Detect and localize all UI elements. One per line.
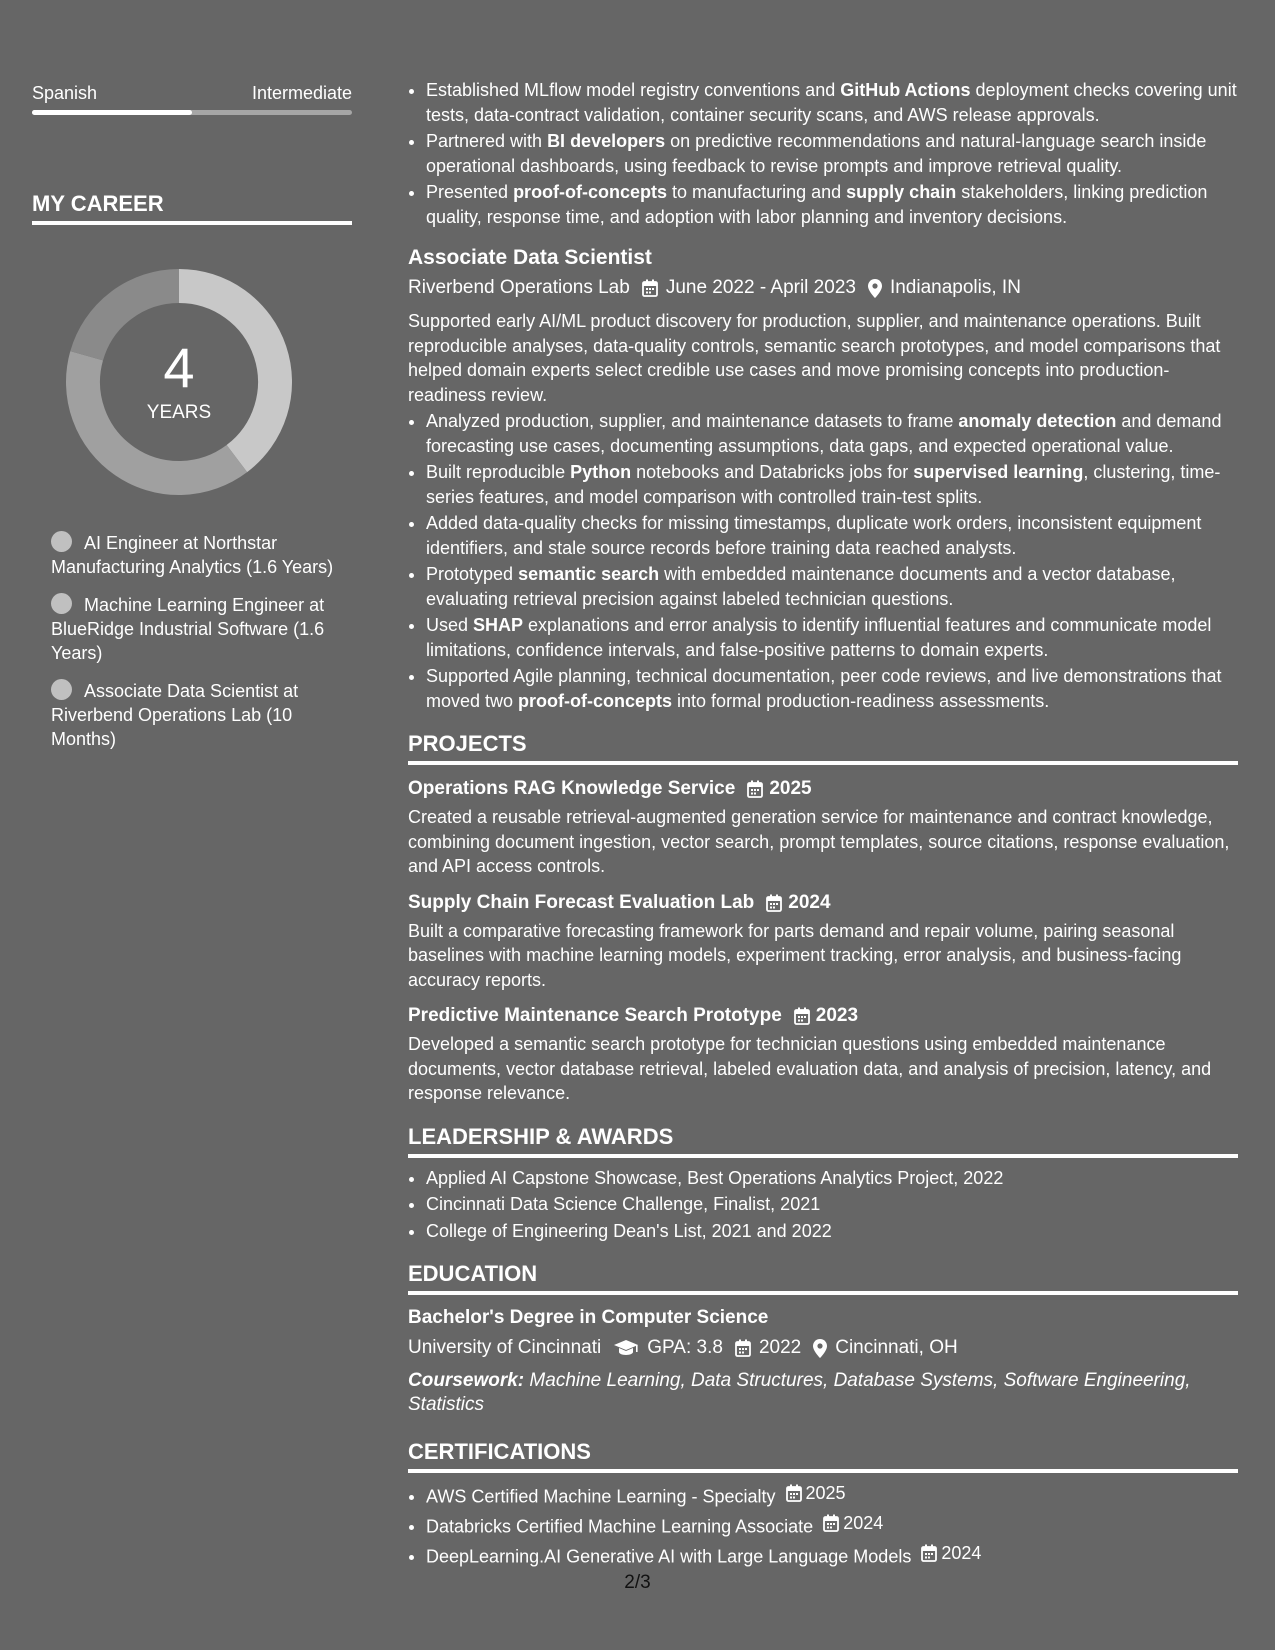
language-proficiency-bar <box>32 110 352 115</box>
project-item <box>408 889 1238 993</box>
main-content <box>408 78 1238 1570</box>
project-year: 2024 <box>788 891 831 913</box>
education-location: Cincinnati, OH <box>835 1337 958 1358</box>
calendar-icon <box>642 279 658 297</box>
project-year: 2023 <box>815 1005 859 1026</box>
bullet-item: • Established MLflow model registry conventions and GitHub Actions deployment checks covering unit tests, data-contract validation, container security scans, and AWS release approvals. <box>426 78 1238 127</box>
calendar-icon <box>735 1339 751 1357</box>
location-pin-icon <box>813 1339 827 1358</box>
language-row <box>32 78 352 108</box>
legend-label: AI Engineer at Northstar Manufacturing Analytics (1.6 Years) <box>51 533 334 577</box>
project-description: Developed a semantic search prototype for technician questions using embedded maintenance documents, vector database retrieval, labeled evaluation data, and analysis of precision, latency, and response relevance. <box>408 1034 1212 1103</box>
award-item: • Applied AI Capstone Showcase, Best Operations Analytics Project, 2022 <box>426 1166 1238 1191</box>
bullet-item: • Built reproducible Python notebooks and Databricks jobs for supervised learning, clustering, time-series features, and model comparison with controlled train-test splits. <box>426 460 1238 509</box>
certification-name: DeepLearning.AI Generative AI with Large Language Models <box>426 1545 912 1566</box>
bullet-item: • Prototyped semantic search with embedded maintenance documents and a vector database, evaluating retrieval precision against labeled technician questions. <box>426 562 1238 611</box>
graduation-year: 2022 <box>758 1337 802 1358</box>
gpa: GPA: 3.8 <box>647 1337 723 1358</box>
bullet-item: • Analyzed production, supplier, and maintenance datasets to frame anomaly detection and demand forecasting use cases, documenting assumptions, data gaps, and expected operational value. <box>426 409 1238 458</box>
job-title: Associate Data Scientist <box>408 246 652 269</box>
coursework <box>408 1369 1238 1417</box>
coursework-label: Coursework: <box>408 1370 525 1391</box>
legend-item <box>51 593 352 665</box>
degree-title: Bachelor's Degree in Computer Science <box>408 1307 769 1328</box>
certification-item <box>426 1481 1238 1509</box>
certifications-section-title: CERTIFICATIONS <box>408 1437 1238 1473</box>
donut-center <box>66 269 292 495</box>
school-name: University of Cincinnati <box>408 1337 602 1358</box>
calendar-icon <box>786 1484 802 1502</box>
project-item <box>408 775 1238 879</box>
legend-label: Associate Data Scientist at Riverbend Operations Lab (10 Months) <box>51 681 299 749</box>
calendar-icon <box>921 1544 937 1562</box>
awards-list <box>408 1166 1238 1244</box>
project-name: Supply Chain Forecast Evaluation Lab <box>408 891 755 913</box>
career-section-title: MY CAREER <box>32 191 352 225</box>
calendar-icon <box>766 894 782 912</box>
bullet-item: • Partnered with BI developers on predictive recommendations and natural-language search inside operational dashboards, using feedback to revise prompts and improve retrieval quality. <box>426 129 1238 178</box>
coursework-list: Machine Learning, Data Structures, Database Systems, Software Engineering, Statistics <box>408 1370 1191 1415</box>
certification-year: 2025 <box>805 1483 846 1503</box>
sidebar <box>32 78 352 765</box>
legend-dot <box>51 593 72 614</box>
bullet-item: • Presented proof-of-concepts to manufacturing and supply chain stakeholders, linking prediction quality, response time, and adoption with labor planning and inventory decisions. <box>426 180 1238 229</box>
job-bullets <box>408 409 1238 713</box>
legend-item <box>51 679 352 751</box>
job-location: Indianapolis, IN <box>889 277 1021 298</box>
legend-dot <box>51 679 72 700</box>
legend-label: Machine Learning Engineer at BlueRidge Industrial Software (1.6 Years) <box>51 595 325 663</box>
career-donut-chart <box>66 269 292 495</box>
language-level: Intermediate <box>251 83 352 103</box>
bullet-item: • Supported Agile planning, technical documentation, peer code reviews, and live demonstrations that moved two proof-of-concepts into formal production-readiness assessments. <box>426 664 1238 713</box>
page-number: 2/3 <box>624 1572 651 1593</box>
certification-item <box>426 1511 1238 1539</box>
bullet-item: • Used SHAP explanations and error analysis to identify influential features and communicate model limitations, confidence intervals, and false-positive patterns to domain experts. <box>426 613 1238 662</box>
project-description: Built a comparative forecasting framework for parts demand and repair volume, pairing seasonal baselines with machine learning models, experiment tracking, error analysis, and business-facing accuracy reports. <box>408 920 1182 990</box>
certification-name: Databricks Certified Machine Learning Associate <box>426 1516 814 1536</box>
award-item: • Cincinnati Data Science Challenge, Finalist, 2021 <box>426 1192 1238 1217</box>
certification-year: 2024 <box>843 1512 884 1533</box>
certifications-list <box>408 1481 1238 1568</box>
legend-item <box>51 531 352 579</box>
projects-section-title: PROJECTS <box>408 729 1238 765</box>
education-meta <box>408 1333 1238 1363</box>
project-name: Operations RAG Knowledge Service <box>408 778 736 799</box>
certification-name: AWS Certified Machine Learning - Specialty <box>426 1486 776 1507</box>
donut-unit-label: YEARS <box>146 402 212 423</box>
bullet-item: • Added data-quality checks for missing timestamps, duplicate work orders, inconsistent equipment identifiers, and stale source records before training data reached analysts. <box>426 511 1238 560</box>
career-legend <box>32 531 352 751</box>
donut-total-years: 4 <box>163 336 195 399</box>
graduation-cap-icon <box>613 1339 639 1357</box>
language-proficiency-fill <box>32 110 192 115</box>
language-name: Spanish <box>32 83 98 103</box>
project-item <box>408 1002 1238 1106</box>
project-title <box>408 889 1238 917</box>
calendar-icon <box>823 1514 839 1532</box>
legend-dot <box>51 531 72 552</box>
project-description: Created a reusable retrieval-augmented generation service for maintenance and contract knowledge, combining document ingestion, vector search, prompt templates, source citations, response evaluation, and API access controls. <box>408 807 1230 876</box>
calendar-icon <box>794 1007 810 1025</box>
certification-year: 2024 <box>941 1542 982 1563</box>
project-title <box>408 1002 1238 1030</box>
previous-job-bullets <box>408 78 1238 229</box>
certification-item <box>426 1541 1238 1569</box>
calendar-icon <box>747 780 763 798</box>
project-title <box>408 775 1238 803</box>
job-description: Supported early AI/ML product discovery for production, supplier, and maintenance operations. Built reproducible analyses, data-quality controls, semantic search prototypes, and model comparisons that helped domain experts select credible use cases and move promising concepts into production-readiness review. <box>408 311 1221 405</box>
location-pin-icon <box>868 279 882 298</box>
job-dates: June 2022 - April 2023 <box>665 277 856 298</box>
award-item: • College of Engineering Dean's List, 2021 and 2022 <box>426 1219 1238 1244</box>
job-company: Riverbend Operations Lab <box>408 277 630 298</box>
project-year: 2025 <box>769 778 812 799</box>
awards-section-title: LEADERSHIP & AWARDS <box>408 1122 1238 1158</box>
job-meta <box>408 273 1238 303</box>
education-section-title: EDUCATION <box>408 1259 1238 1295</box>
project-name: Predictive Maintenance Search Prototype <box>408 1005 782 1026</box>
